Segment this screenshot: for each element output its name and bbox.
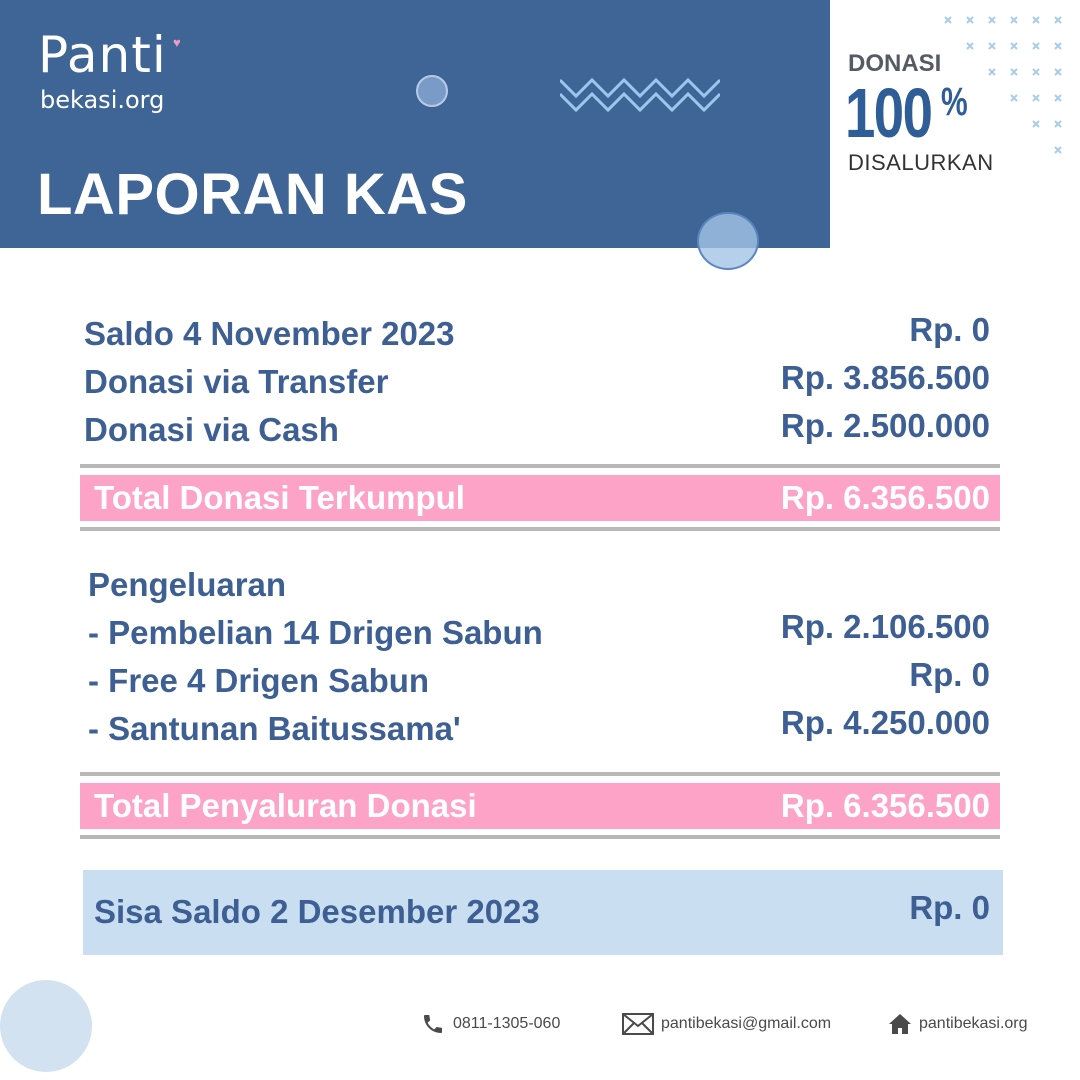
income-row xyxy=(0,359,1080,402)
expense-row xyxy=(0,656,1080,701)
expense-row xyxy=(0,608,1080,653)
income-value: Rp. 0 xyxy=(909,311,990,348)
divider xyxy=(80,772,1000,776)
phone-text: 0811-1305-060 xyxy=(453,1015,561,1032)
envelope-icon xyxy=(622,1013,654,1035)
footer-email xyxy=(622,1010,831,1038)
expense-label: - Free 4 Drigen Sabun xyxy=(88,662,430,699)
home-icon xyxy=(888,1013,912,1035)
income-row xyxy=(0,407,1080,450)
expense-row xyxy=(0,704,1080,749)
phone-icon xyxy=(420,1012,446,1036)
balance-label: Sisa Saldo 2 Desember 2023 xyxy=(94,893,540,930)
income-label: Saldo 4 November 2023 xyxy=(84,315,455,352)
logo-text: Panti xyxy=(38,26,167,84)
total-expense-value: Rp. 6.356.500 xyxy=(780,787,990,824)
page-title: LAPORAN KAS xyxy=(37,162,468,227)
zigzag-decoration xyxy=(560,74,720,118)
badge-bottom-text: DISALURKAN xyxy=(848,150,994,175)
website-text: pantibekasi.org xyxy=(919,1015,1028,1032)
expense-label: - Pembelian 14 Drigen Sabun xyxy=(88,614,543,651)
balance-box xyxy=(83,870,1003,955)
badge-percent-value: 100 xyxy=(845,74,932,152)
decorative-circle-large xyxy=(697,212,759,270)
expense-label: - Santunan Baitussama' xyxy=(88,710,461,747)
income-label: Donasi via Transfer xyxy=(84,363,389,400)
total-income-value: Rp. 6.356.500 xyxy=(780,479,990,516)
income-value: Rp. 2.500.000 xyxy=(780,407,990,444)
expense-value: Rp. 4.250.000 xyxy=(780,704,990,741)
total-expense-label: Total Penyaluran Donasi xyxy=(94,787,477,824)
badge-top-text: DONASI xyxy=(848,50,942,77)
footer-website xyxy=(888,1010,1028,1038)
footer-phone xyxy=(420,1010,560,1038)
income-label: Donasi via Cash xyxy=(84,411,339,448)
badge-percent-sign: % xyxy=(941,80,968,124)
divider xyxy=(80,464,1000,468)
decorative-circle xyxy=(416,75,448,107)
expense-value: Rp. 0 xyxy=(909,656,990,693)
expenses-heading: Pengeluaran xyxy=(88,566,287,603)
decorative-circle-corner xyxy=(0,980,92,1072)
total-expense-bar xyxy=(80,783,1000,829)
divider xyxy=(80,835,1000,839)
header-banner xyxy=(0,0,830,248)
total-income-bar xyxy=(80,475,1000,521)
expenses-heading-row xyxy=(0,565,1080,605)
logo-heart-icon: ♥ xyxy=(173,35,181,50)
expense-value: Rp. 2.106.500 xyxy=(780,608,990,645)
email-text: pantibekasi@gmail.com xyxy=(661,1015,832,1032)
divider xyxy=(80,527,1000,531)
balance-value: Rp. 0 xyxy=(909,889,990,926)
income-value: Rp. 3.856.500 xyxy=(780,359,990,396)
income-row xyxy=(0,311,1080,354)
logo-subtext: bekasi.org xyxy=(40,86,165,114)
total-income-label: Total Donasi Terkumpul xyxy=(94,479,465,516)
